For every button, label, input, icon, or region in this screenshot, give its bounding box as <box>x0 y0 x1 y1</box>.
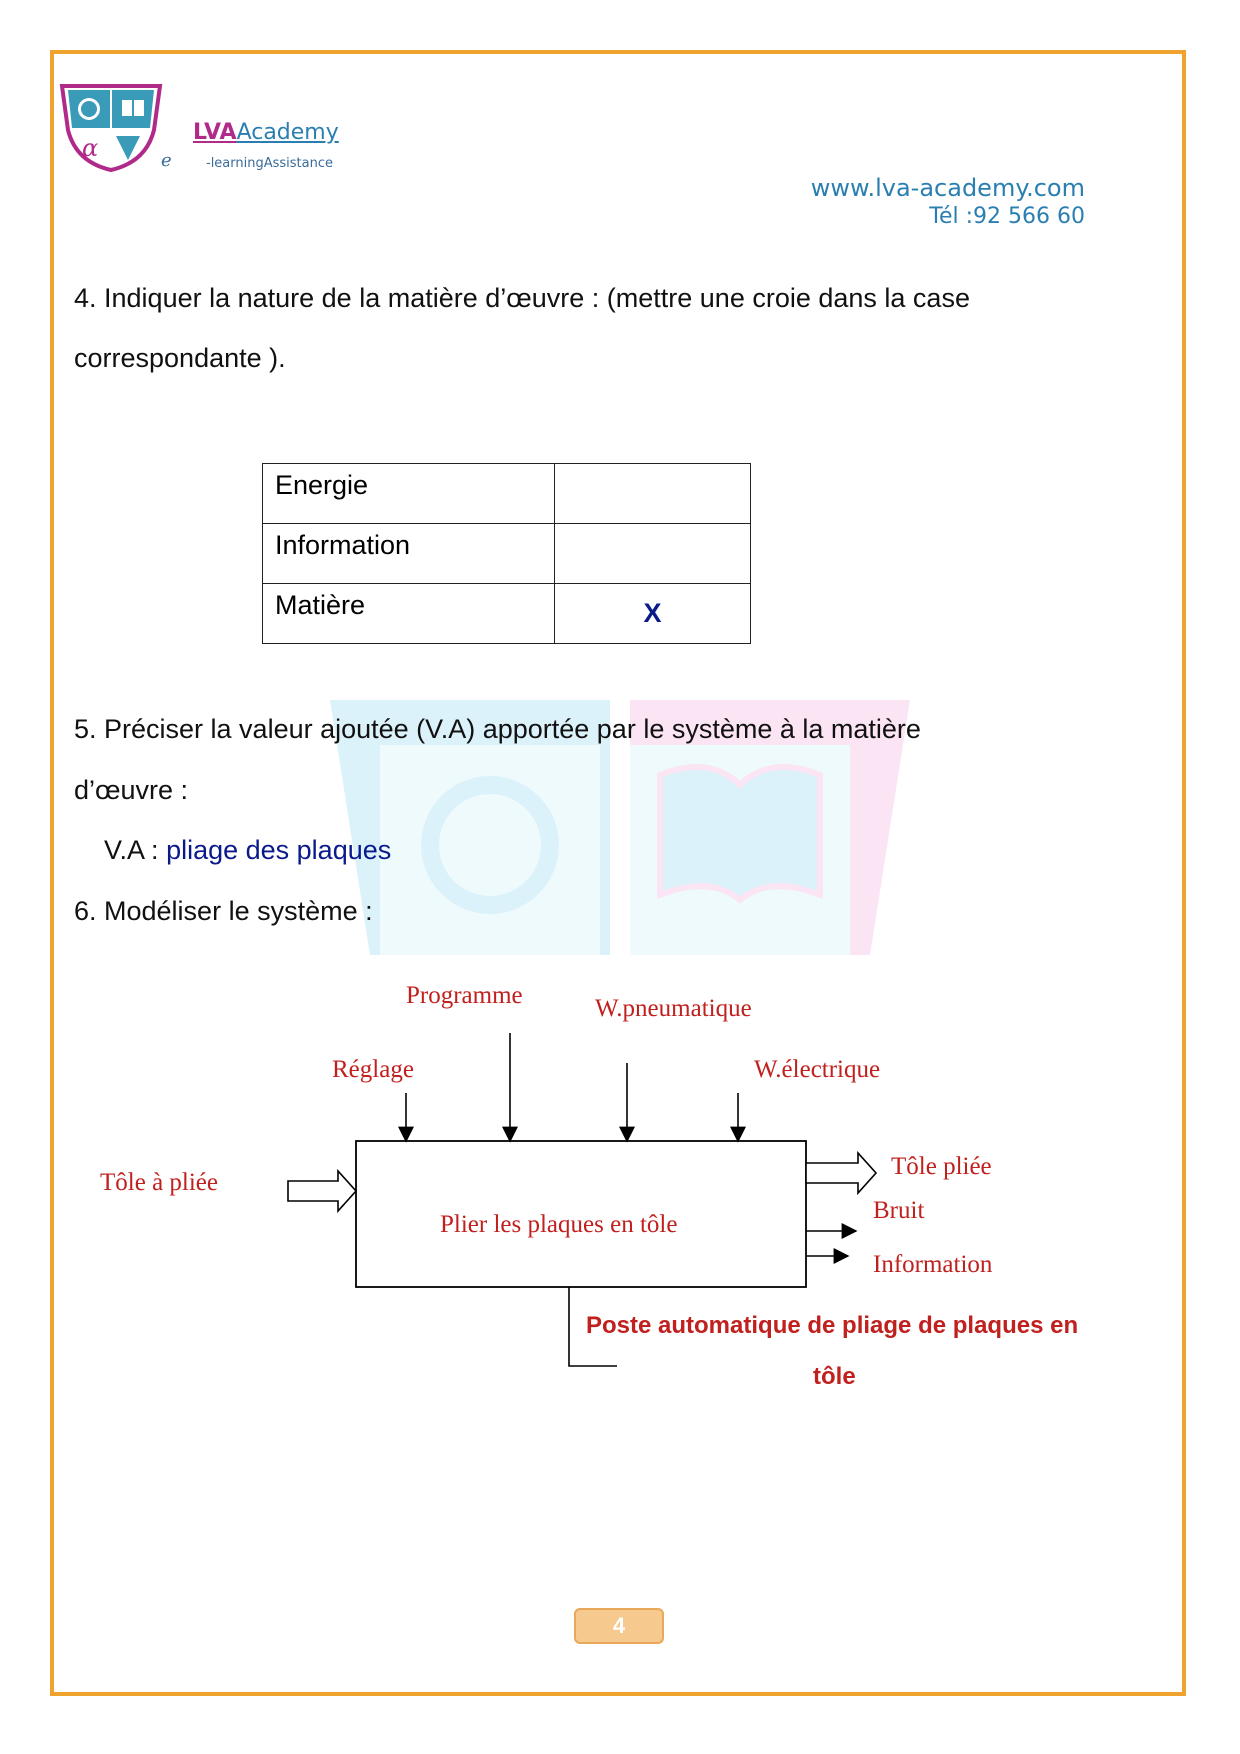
diagram-label-input: Tôle à pliée <box>100 1169 218 1196</box>
table-cell-label: Information <box>263 524 555 584</box>
output-block-arrow <box>806 1153 876 1193</box>
table-row <box>263 584 751 644</box>
diagram-label-reglage: Réglage <box>332 1056 414 1083</box>
diagram-label-support-line2: tôle <box>813 1363 856 1390</box>
q4-text-line1: 4. Indiquer la nature de la matière d’œuvre : (mettre une croie dans la case <box>74 283 970 313</box>
diagram-label-bruit: Bruit <box>873 1197 925 1224</box>
page-number: 4 <box>574 1608 664 1644</box>
table-row <box>263 524 751 584</box>
va-answer: pliage des plaques <box>166 835 392 865</box>
matter-nature-table <box>262 463 751 644</box>
table-cell-label: Energie <box>263 464 555 524</box>
q5-va-line <box>104 835 391 866</box>
phone-number: Tél :92 566 60 <box>929 204 1085 229</box>
diagram-label-pneumatique: W.pneumatique <box>595 995 752 1022</box>
table-cell-checkbox[interactable] <box>555 464 751 524</box>
table-row <box>263 464 751 524</box>
q5-text-line2: d’œuvre : <box>74 775 189 805</box>
svg-text:α: α <box>82 134 99 162</box>
brand-e-letter: e <box>161 150 172 171</box>
table-cell-label: Matière <box>263 584 555 644</box>
diagram-label-information: Information <box>873 1251 993 1278</box>
va-prefix: V.A : <box>104 835 167 865</box>
shield-logo-icon <box>58 80 164 174</box>
system-model-diagram <box>0 960 1240 1400</box>
q5-text-line1: 5. Préciser la valeur ajoutée (V.A) apportée par le système à la matière <box>74 714 921 744</box>
table-cell-checkbox[interactable] <box>555 524 751 584</box>
diagram-label-support-line1: Poste automatique de pliage de plaques en <box>586 1312 1079 1339</box>
diagram-label-output-main: Tôle pliée <box>891 1153 992 1180</box>
brand-academy: Academy <box>236 120 339 145</box>
diagram-label-electrique: W.électrique <box>754 1056 881 1083</box>
brand-tagline: -learningAssistance <box>206 156 333 171</box>
brand-name <box>193 120 339 145</box>
table-cell-checkbox[interactable]: X <box>555 584 751 644</box>
diagram-label-programme: Programme <box>406 982 523 1009</box>
q6-text-line1: 6. Modéliser le système : <box>74 896 373 926</box>
brand-lva: LVA <box>193 120 237 145</box>
website-link[interactable]: www.lva-academy.com <box>810 174 1085 202</box>
q4-text-line2: correspondante ). <box>74 343 286 373</box>
input-block-arrow <box>288 1171 356 1211</box>
diagram-label-function: Plier les plaques en tôle <box>440 1211 678 1238</box>
